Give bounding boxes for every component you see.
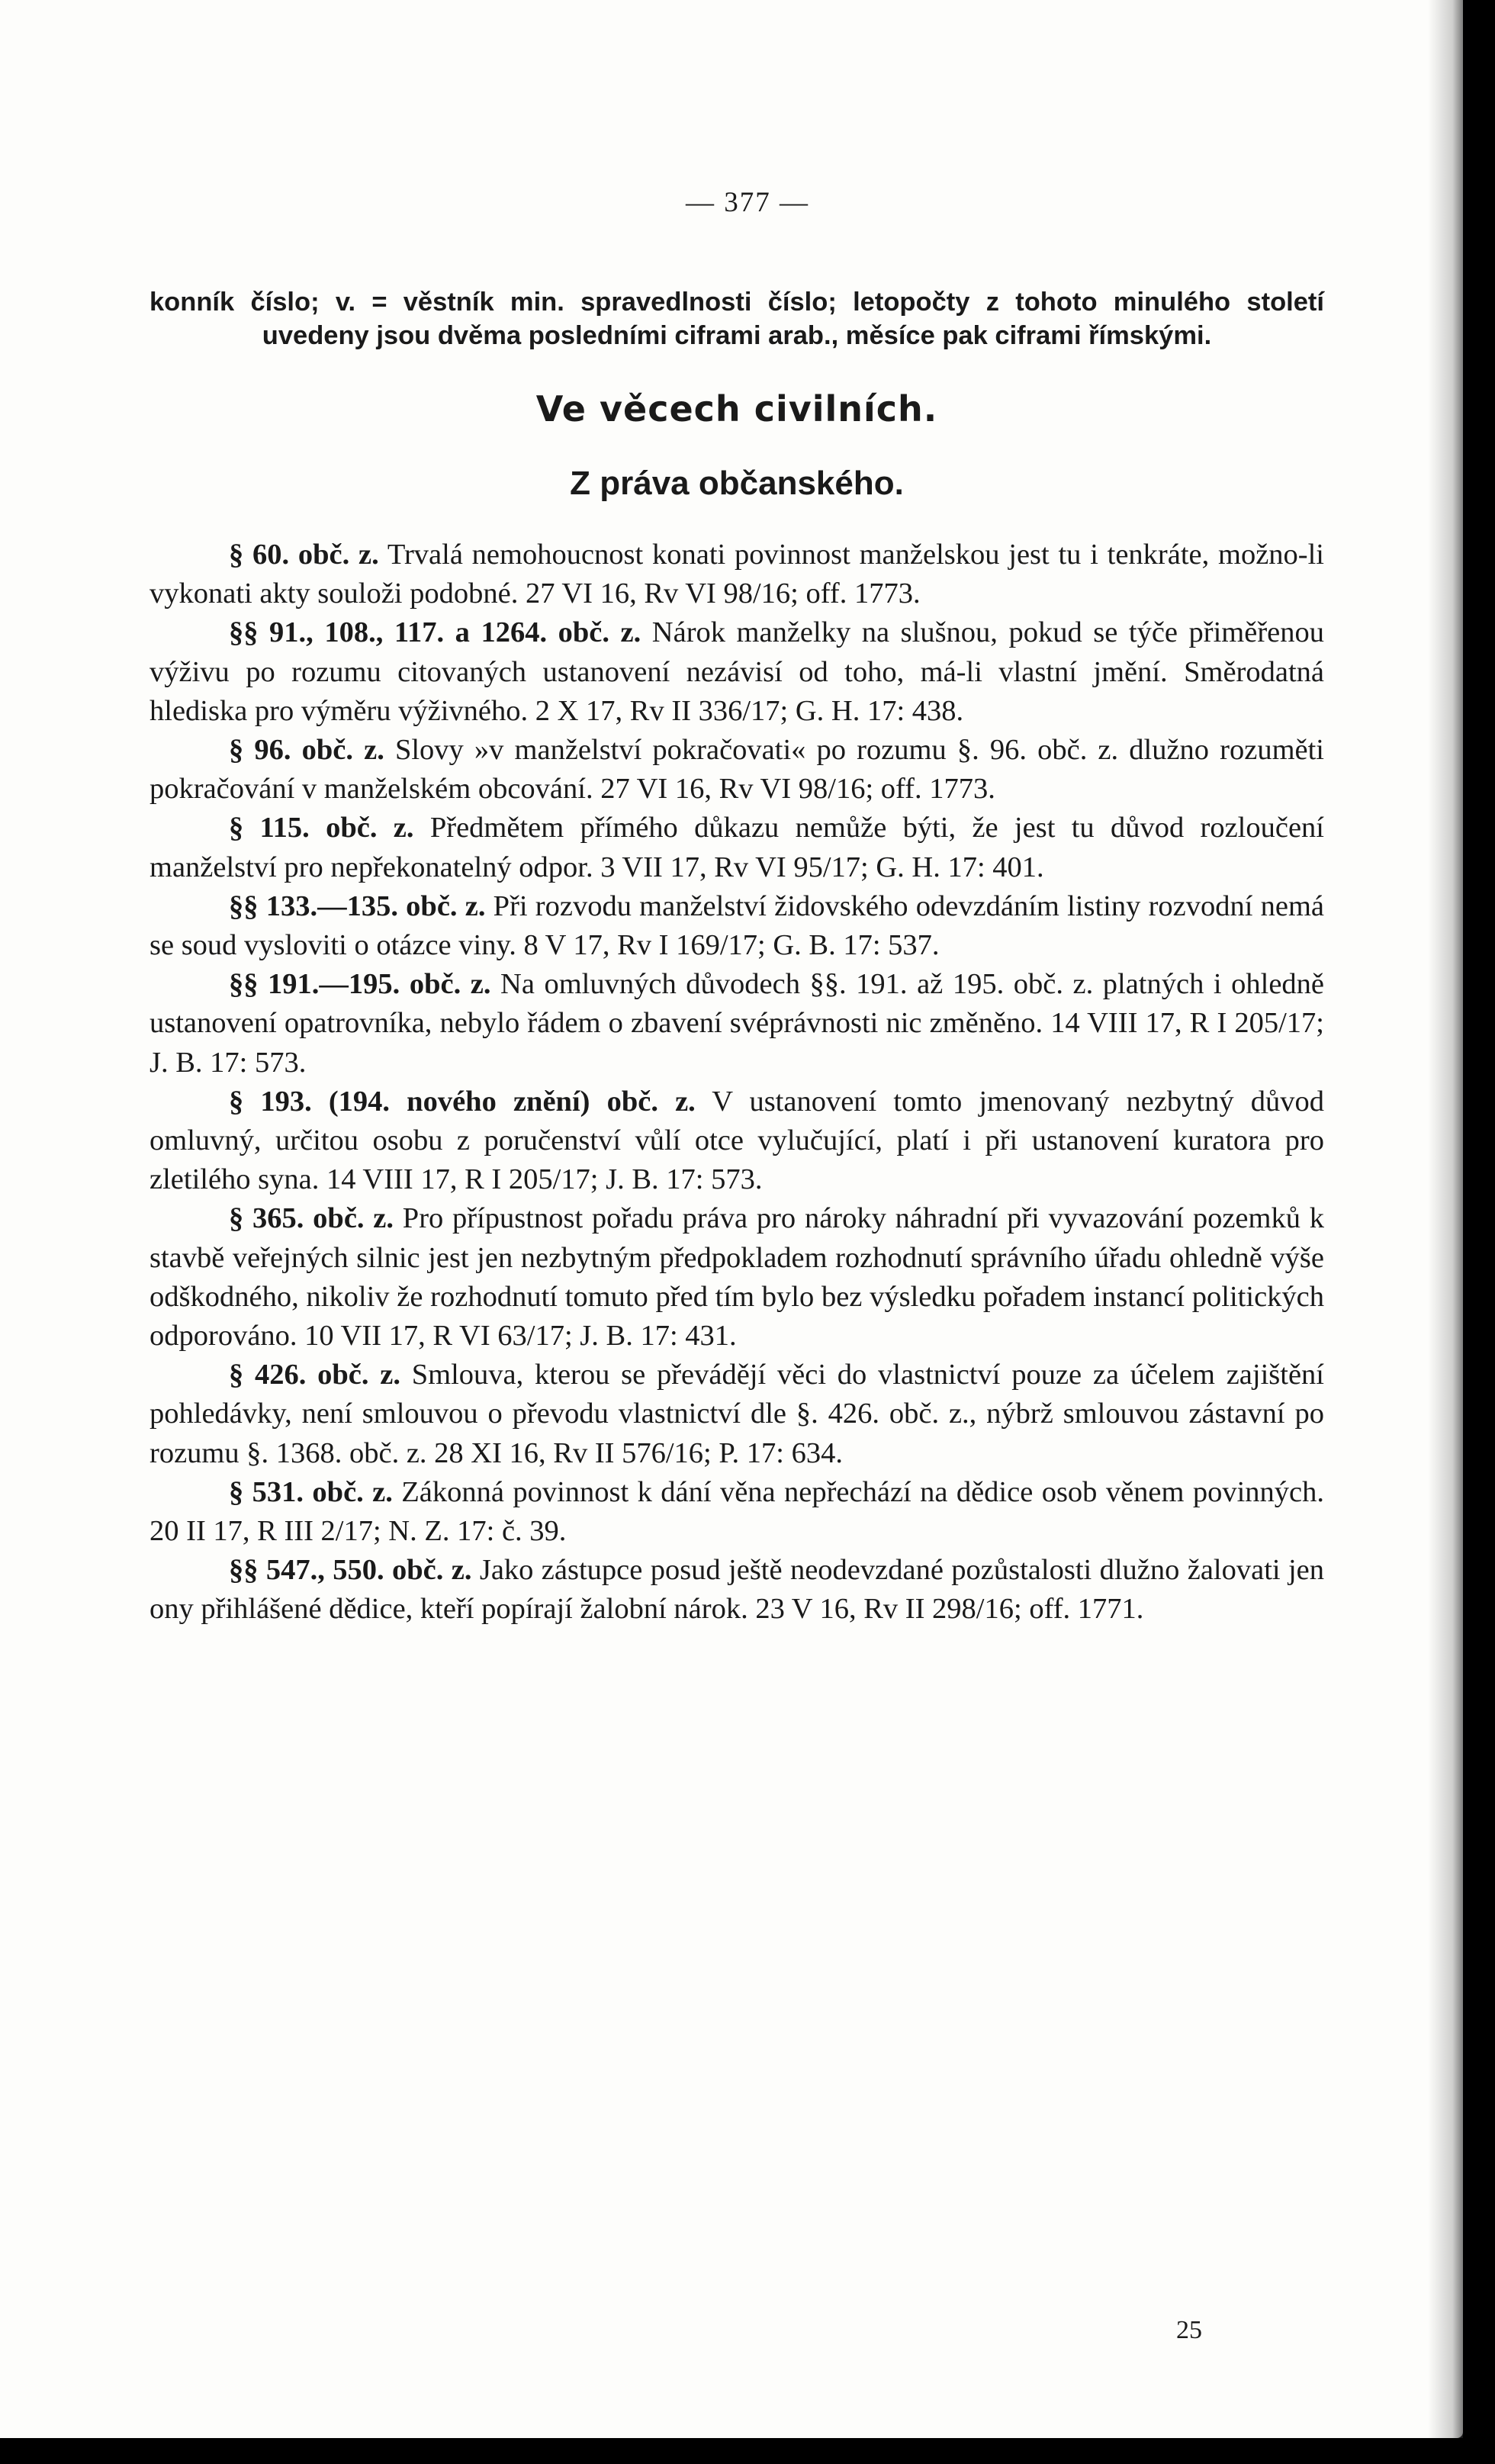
entry — [150, 809, 1324, 886]
entry-reference: § 531. obč. z. — [229, 1475, 393, 1508]
entries-list — [150, 536, 1324, 1629]
entry-text: Smlouva, kterou se převádějí věci do vlastnictví pouze za účelem zajištění pohledávky, není smlouvou o převodu vlastnictví dle §. 426. obč. z., nýbrž smlouvou zástavní po rozumu §. 1368. obč. z. 28 XI 16, Rv II 576/16; P. 17: 634. — [150, 1359, 1325, 1469]
entry-text: Při rozvodu manželství židovského odevzdáním listiny rozvodní nemá se soud vysloviti o otázce viny. 8 V 17, Rv I 169/17; G. B. 17: 537. — [150, 889, 1324, 962]
entry-text: V ustanovení tomto jmenovaný nezbytný důvod omluvný, určitou osobu z poručenství vůlí otce vylučující, platí i při ustanovení kuratora pro zletilého syna. 14 VIII 17, R I 205/17; J. B. 17: 573. — [150, 1085, 1324, 1196]
entry-reference: §§ 547., 550. obč. z. — [229, 1554, 472, 1587]
entry-reference: § 426. obč. z. — [229, 1359, 400, 1391]
entry-text: Předmětem přímého důkazu nemůže býti, že jest tu důvod rozloučení manželství pro nepřekonatelný odpor. 3 VII 17, Rv VI 95/17; G. H. 17: 401. — [150, 812, 1325, 883]
subsection-heading: Z práva občanského. — [570, 465, 904, 502]
entry-reference: § 60. obč. z. — [229, 539, 379, 571]
entry-reference: § 193. (194. nového znění) obč. z. — [229, 1085, 696, 1118]
entry — [150, 1551, 1324, 1629]
entry-reference: § 96. obč. z. — [229, 734, 384, 767]
entry-reference: § 115. obč. z. — [229, 812, 414, 844]
entry-text: Trvalá nemohoucnost konati povinnost manželskou jest tu i tenkráte, možno-li vykonati akty souloži podobné. 27 VI 16, Rv VI 98/16; off. 1773. — [150, 539, 1325, 610]
page-number: — 377 — — [686, 187, 809, 218]
entry-text: Zákonná povinnost k dání věna nepřechází na dědice osob věnem povinných. 20 II 17, R III 2/17; N. Z. 17: č. 39. — [150, 1475, 1324, 1548]
entry-reference: §§ 191.—195. obč. z. — [229, 968, 491, 1001]
entry — [150, 613, 1324, 731]
entry-text: Jako zástupce posud ještě neodevzdané pozůstalosti dlužno žalovati jen ony přihlášené dědice, kteří popírají žalobní nárok. 23 V 16, Rv II 298/16; off. 1771. — [150, 1554, 1325, 1626]
entry-text: Na omluvných důvodech §§. 191. až 195. obč. z. platných i ohledně ustanovení opatrovníka, nebylo řádem o zbavení svéprávnosti nic změněno. 14 VIII 17, R I 205/17; J. B. 17: 573. — [150, 968, 1325, 1079]
intro-paragraph: konník číslo; v. = věstník min. spravedlnosti číslo; letopočty z tohoto minulého století uvedeny jsou dvěma posledními ciframi arab., měsíce pak ciframi římskými. — [150, 288, 1324, 350]
entry — [150, 1199, 1324, 1356]
signature-mark: 25 — [1176, 2316, 1202, 2344]
entry-text: Pro přípustnost pořadu práva pro nároky náhradní při vyvazování pozemků k stavbě veřejných silnic jest jen nezbytným předpokladem rozhodnutí správního úřadu ohledně výše odškodného, nikoliv že rozhodnutí tomuto před tím bylo bez výsledku pořadem instancí politických odporováno. 10 VII 17, R VI 63/17; J. B. 17: 431. — [150, 1202, 1324, 1353]
entry — [150, 1473, 1324, 1551]
entry — [150, 965, 1324, 1082]
entry — [150, 1082, 1324, 1200]
entry — [150, 731, 1324, 809]
page-edge-shadow — [1428, 0, 1463, 2438]
entry — [150, 887, 1324, 965]
entry — [150, 536, 1324, 613]
entry — [150, 1356, 1324, 1473]
entry-reference: § 365. obč. z. — [229, 1202, 394, 1235]
section-heading: Ve věcech civilních. — [535, 388, 938, 429]
entry-text: Nárok manželky na slušnou, pokud se týče přiměřenou výživu po rozumu citovaných ustanovení nezávisí od toho, má-li vlastní jmění. Směrodatná hlediska pro výměru výživného. 2 X 17, Rv II 336/17; G. H. 17: 438. — [150, 616, 1324, 727]
entry-reference: §§ 133.—135. obč. z. — [229, 889, 486, 922]
entry-reference: §§ 91., 108., 117. a 1264. obč. z. — [229, 616, 641, 649]
entry-text: Slovy »v manželství pokračovati« po rozumu §. 96. obč. z. dlužno rozuměti pokračování v manželském obcování. 27 VI 16, Rv VI 98/16; off. 1773. — [150, 734, 1325, 806]
page-content — [150, 285, 1324, 1629]
